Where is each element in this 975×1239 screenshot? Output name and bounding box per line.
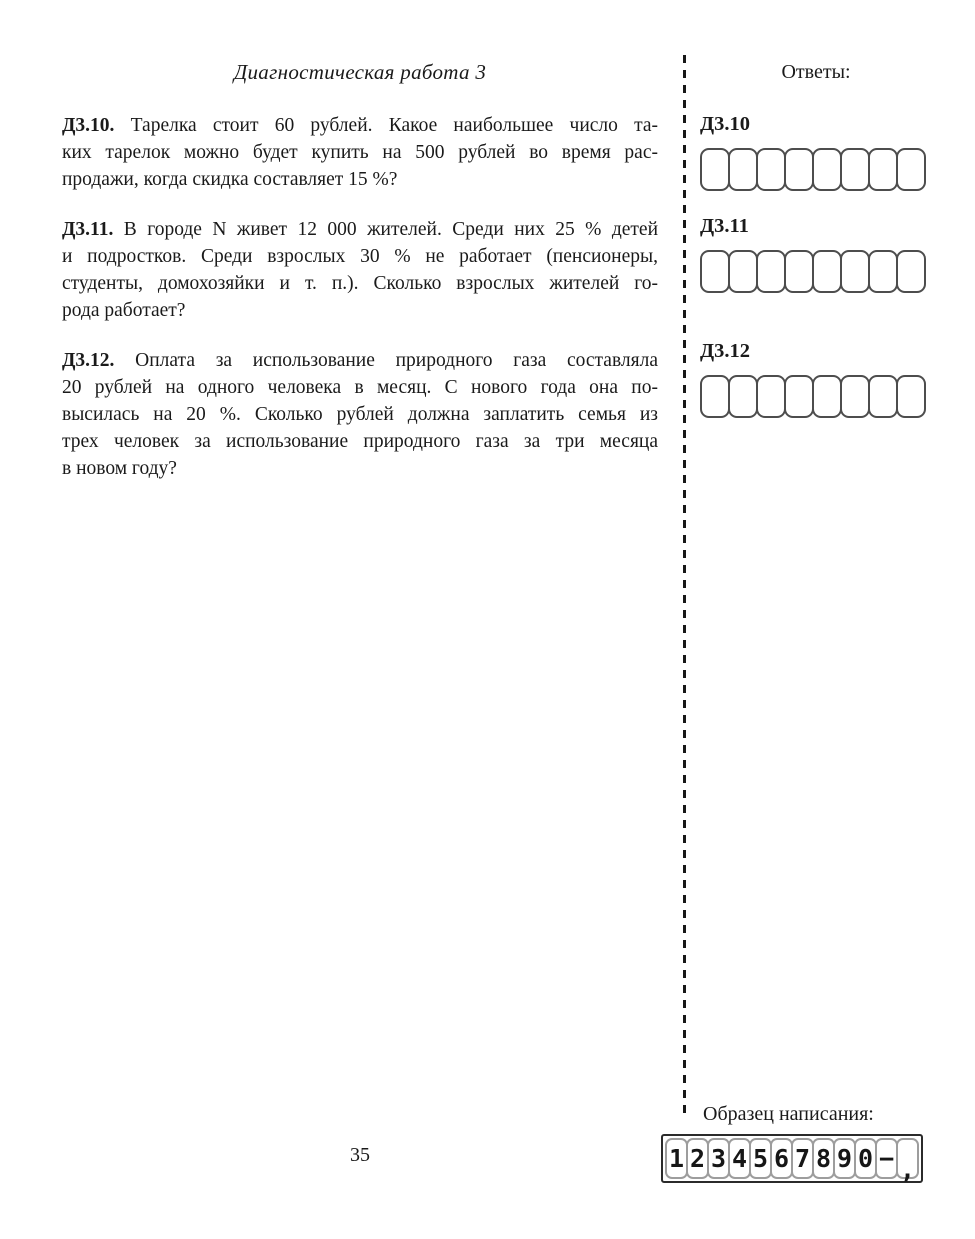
sample-digit: 3 xyxy=(707,1138,730,1179)
answer-cell[interactable] xyxy=(812,375,842,418)
answer-label: Д3.12 xyxy=(700,340,750,362)
problem-text-line xyxy=(62,216,658,243)
problem-text: Оплата за использование природного газа составляла xyxy=(135,350,658,371)
answer-cells-row xyxy=(700,250,940,293)
answer-cell[interactable] xyxy=(840,375,870,418)
writing-sample-label: Образец написания: xyxy=(703,1103,874,1125)
answer-cells-row xyxy=(700,375,940,418)
sample-comma: , xyxy=(896,1138,919,1179)
answer-cell[interactable] xyxy=(728,375,758,418)
answer-cell[interactable] xyxy=(868,375,898,418)
writing-sample-strip xyxy=(661,1134,923,1183)
problem-number: Д3.10. xyxy=(62,115,115,136)
problem-d3-11 xyxy=(62,216,658,324)
problem-text-line: ких тарелок можно будет купить на 500 рублей во время рас- xyxy=(62,142,658,163)
answers-column-header: Ответы: xyxy=(781,61,851,83)
answer-cell[interactable] xyxy=(868,250,898,293)
answer-cell[interactable] xyxy=(784,250,814,293)
problem-text-line xyxy=(62,112,658,139)
answer-cell[interactable] xyxy=(812,250,842,293)
answer-cell[interactable] xyxy=(728,148,758,191)
sample-digit: 9 xyxy=(833,1138,856,1179)
answer-group-d3-11 xyxy=(700,214,940,293)
answer-cell[interactable] xyxy=(700,148,730,191)
answer-cell[interactable] xyxy=(756,148,786,191)
problem-text-line: студенты, домохозяйки и т. п.). Сколько взрослых жителей го- xyxy=(62,273,658,294)
answer-cell[interactable] xyxy=(784,148,814,191)
answer-label: Д3.11 xyxy=(700,215,749,237)
answer-cell[interactable] xyxy=(756,250,786,293)
answer-cell[interactable] xyxy=(896,250,926,293)
answer-cell[interactable] xyxy=(756,375,786,418)
problem-text-line: 20 рублей на одного человека в месяц. С нового года она по- xyxy=(62,377,658,398)
page-number: 35 xyxy=(350,1144,370,1166)
answer-cell[interactable] xyxy=(868,148,898,191)
sample-digit: 2 xyxy=(686,1138,709,1179)
problem-text: Тарелка стоит 60 рублей. Какое наибольшее число та- xyxy=(130,115,658,136)
answer-cell[interactable] xyxy=(896,375,926,418)
sample-minus-sign: − xyxy=(875,1138,898,1179)
sample-digit: 8 xyxy=(812,1138,835,1179)
answer-cell[interactable] xyxy=(700,250,730,293)
problem-text: В городе N живет 12 000 жителей. Среди них 25 % детей xyxy=(123,219,659,240)
problem-d3-12 xyxy=(62,347,658,482)
dashed-column-divider xyxy=(683,55,686,1117)
problem-text-line: в новом году? xyxy=(62,458,177,479)
answer-cell[interactable] xyxy=(700,375,730,418)
problem-text-line: рода работает? xyxy=(62,300,186,321)
document-title: Диагностическая работа 3 xyxy=(233,60,487,84)
answer-cells-row xyxy=(700,148,940,191)
answer-cell[interactable] xyxy=(896,148,926,191)
sample-digit: 5 xyxy=(749,1138,772,1179)
answer-group-d3-10 xyxy=(700,112,940,191)
problem-text-line: трех человек за использование природного газа за три месяца xyxy=(62,431,658,452)
problem-text-line: и подростков. Среди взрослых 30 % не работает (пенсионеры, xyxy=(62,246,658,267)
problem-text-line xyxy=(62,347,658,374)
answer-cell[interactable] xyxy=(728,250,758,293)
answer-label: Д3.10 xyxy=(700,113,750,135)
answer-cell[interactable] xyxy=(840,148,870,191)
answer-cell[interactable] xyxy=(840,250,870,293)
sample-digit: 0 xyxy=(854,1138,877,1179)
problem-number: Д3.12. xyxy=(62,350,115,371)
answer-cell[interactable] xyxy=(784,375,814,418)
answer-group-d3-12 xyxy=(700,339,940,418)
sample-digit: 7 xyxy=(791,1138,814,1179)
problems-column xyxy=(62,112,658,505)
problem-text-line: высилась на 20 %. Сколько рублей должна заплатить семья из xyxy=(62,404,658,425)
sample-digit: 6 xyxy=(770,1138,793,1179)
problem-text-line: продажи, когда скидка составляет 15 %? xyxy=(62,169,398,190)
problem-number: Д3.11. xyxy=(62,219,114,240)
problem-d3-10 xyxy=(62,112,658,193)
sample-digit: 4 xyxy=(728,1138,751,1179)
answer-cell[interactable] xyxy=(812,148,842,191)
sample-digit: 1 xyxy=(665,1138,688,1179)
